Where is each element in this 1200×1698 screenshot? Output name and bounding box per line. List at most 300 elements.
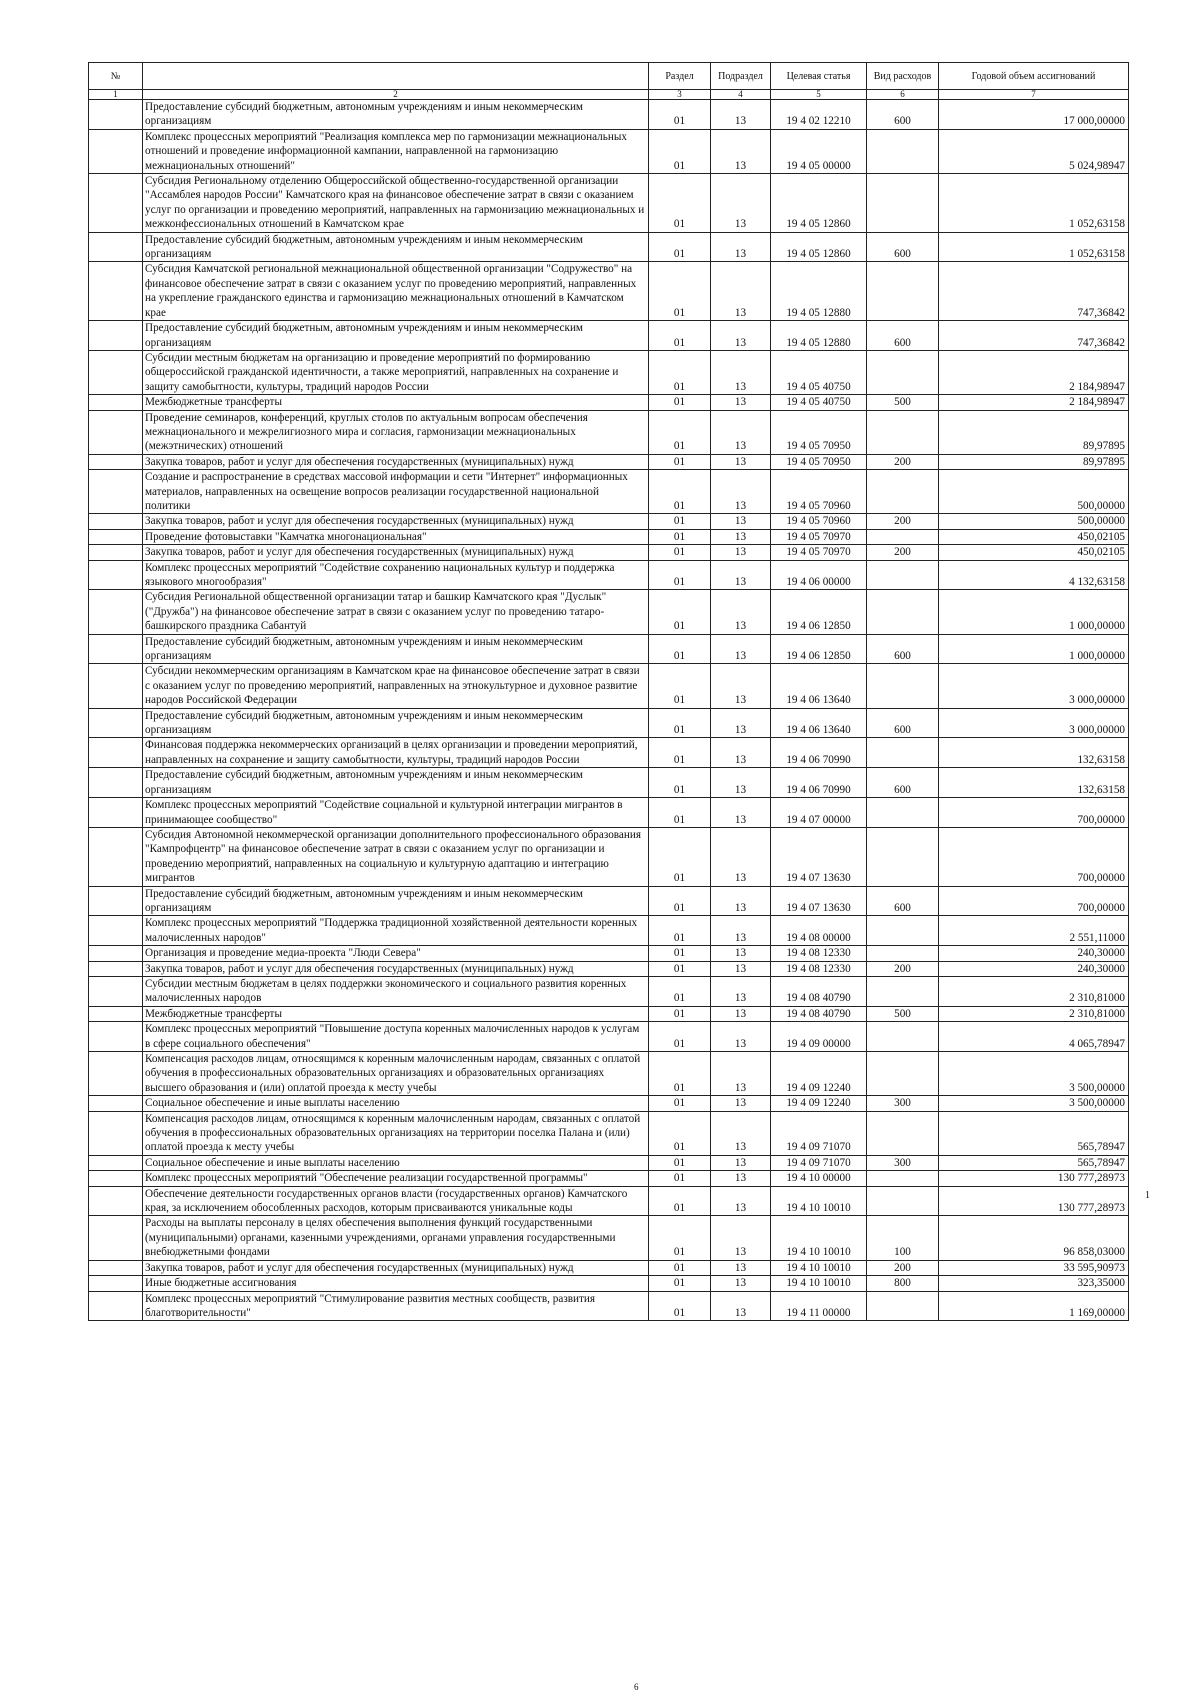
row-amount: 747,36842: [939, 321, 1129, 351]
row-razdel: 01: [649, 1006, 711, 1021]
header-expense-type: Вид расходов: [867, 63, 939, 90]
row-razdel: 01: [649, 129, 711, 173]
header-row: [89, 63, 1129, 90]
row-number-cell: [89, 976, 143, 1006]
table-row: [89, 262, 1129, 321]
row-number-cell: [89, 946, 143, 961]
row-podrazdel: 13: [711, 1291, 771, 1321]
row-number-cell: [89, 232, 143, 262]
row-target-article: 19 4 06 70990: [771, 738, 867, 768]
row-expense-type: 200: [867, 1260, 939, 1275]
row-podrazdel: 13: [711, 410, 771, 454]
row-amount: 323,35000: [939, 1276, 1129, 1291]
row-description: Предоставление субсидий бюджетным, автономным учреждениям и иным некоммерческим организациям: [143, 232, 649, 262]
row-amount: 500,00000: [939, 514, 1129, 529]
row-expense-type: 300: [867, 1155, 939, 1170]
row-number-cell: [89, 1186, 143, 1216]
row-amount: 17 000,00000: [939, 100, 1129, 130]
row-target-article: 19 4 08 00000: [771, 916, 867, 946]
table-row: [89, 232, 1129, 262]
row-razdel: 01: [649, 350, 711, 394]
row-razdel: 01: [649, 545, 711, 560]
row-expense-type: [867, 129, 939, 173]
row-description: Комплекс процессных мероприятий "Содействие социальной и культурной интеграции мигрантов в принимающее сообщество": [143, 798, 649, 828]
row-amount: 1 000,00000: [939, 634, 1129, 664]
header-razdel: Раздел: [649, 63, 711, 90]
row-podrazdel: 13: [711, 350, 771, 394]
row-razdel: 01: [649, 470, 711, 514]
row-expense-type: 300: [867, 1096, 939, 1111]
table-row: [89, 768, 1129, 798]
row-razdel: 01: [649, 961, 711, 976]
row-target-article: 19 4 06 12850: [771, 634, 867, 664]
row-number-cell: [89, 916, 143, 946]
row-amount: 700,00000: [939, 886, 1129, 916]
row-podrazdel: 13: [711, 1006, 771, 1021]
row-description: Проведение фотовыставки "Камчатка многонациональная": [143, 529, 649, 544]
row-amount: 1 169,00000: [939, 1291, 1129, 1321]
row-podrazdel: 13: [711, 1111, 771, 1155]
row-description: Комплекс процессных мероприятий "Повышение доступа коренных малочисленных народов к услугам в сфере социального обеспечения": [143, 1022, 649, 1052]
row-target-article: 19 4 09 12240: [771, 1052, 867, 1096]
table-row: [89, 454, 1129, 469]
row-expense-type: 800: [867, 1276, 939, 1291]
table-row: [89, 1291, 1129, 1321]
row-description: Комплекс процессных мероприятий "Реализация комплекса мер по гармонизации межнациональных отношений и проведение информационной кампании, направленной на гармонизацию межнациональных отношений": [143, 129, 649, 173]
row-expense-type: [867, 350, 939, 394]
row-target-article: 19 4 10 10010: [771, 1260, 867, 1275]
row-podrazdel: 13: [711, 560, 771, 590]
row-number-cell: [89, 410, 143, 454]
row-number-cell: [89, 664, 143, 708]
table-row: [89, 946, 1129, 961]
row-expense-type: [867, 1022, 939, 1052]
table-row: [89, 1260, 1129, 1275]
row-description: Компенсация расходов лицам, относящимся к коренным малочисленным народам, связанных с оплатой обучения в профессиональных образовательных организациях на территории поселка Палана и (или) оплатой проезда к месту учебы: [143, 1111, 649, 1155]
row-podrazdel: 13: [711, 545, 771, 560]
row-expense-type: [867, 174, 939, 233]
row-razdel: 01: [649, 664, 711, 708]
col-number: 6: [867, 90, 939, 100]
row-podrazdel: 13: [711, 174, 771, 233]
row-amount: 89,97895: [939, 410, 1129, 454]
row-target-article: 19 4 05 12860: [771, 232, 867, 262]
row-razdel: 01: [649, 976, 711, 1006]
row-description: Комплекс процессных мероприятий "Обеспечение реализации государственной программы": [143, 1171, 649, 1186]
table-row: [89, 1186, 1129, 1216]
row-podrazdel: 13: [711, 100, 771, 130]
header-podrazdel: Подраздел: [711, 63, 771, 90]
row-description: Субсидии некоммерческим организациям в Камчатском крае на финансовое обеспечение затрат в связи с оказанием услуг по проведению мероприятий, направленных на этнокультурное и духовное развитие народов Российской Федерации: [143, 664, 649, 708]
row-podrazdel: 13: [711, 1186, 771, 1216]
row-podrazdel: 13: [711, 961, 771, 976]
table-row: [89, 738, 1129, 768]
row-number-cell: [89, 1155, 143, 1170]
row-description: Комплекс процессных мероприятий "Поддержка традиционной хозяйственной деятельности коренных малочисленных народов": [143, 916, 649, 946]
row-amount: 565,78947: [939, 1155, 1129, 1170]
row-target-article: 19 4 10 10010: [771, 1216, 867, 1260]
header-name: [143, 63, 649, 90]
row-expense-type: 600: [867, 886, 939, 916]
row-podrazdel: 13: [711, 768, 771, 798]
row-amount: 96 858,03000: [939, 1216, 1129, 1260]
row-expense-type: 600: [867, 321, 939, 351]
row-razdel: 01: [649, 321, 711, 351]
row-amount: 3 500,00000: [939, 1096, 1129, 1111]
row-amount: 130 777,28973: [939, 1186, 1129, 1216]
row-amount: 565,78947: [939, 1111, 1129, 1155]
row-number-cell: [89, 634, 143, 664]
row-number-cell: [89, 1216, 143, 1260]
row-podrazdel: 13: [711, 1022, 771, 1052]
row-razdel: 01: [649, 827, 711, 886]
row-target-article: 19 4 07 00000: [771, 798, 867, 828]
row-description: Комплекс процессных мероприятий "Содействие сохранению национальных культур и поддержка языкового многообразия": [143, 560, 649, 590]
row-expense-type: 500: [867, 395, 939, 410]
row-number-cell: [89, 708, 143, 738]
row-amount: 1 052,63158: [939, 232, 1129, 262]
row-amount: 2 310,81000: [939, 1006, 1129, 1021]
table-row: [89, 976, 1129, 1006]
row-razdel: 01: [649, 100, 711, 130]
row-description: Социальное обеспечение и иные выплаты населению: [143, 1155, 649, 1170]
row-podrazdel: 13: [711, 529, 771, 544]
table-row: [89, 410, 1129, 454]
row-amount: 2 184,98947: [939, 350, 1129, 394]
table-row: [89, 664, 1129, 708]
row-podrazdel: 13: [711, 798, 771, 828]
row-expense-type: 200: [867, 454, 939, 469]
row-amount: 132,63158: [939, 768, 1129, 798]
budget-sheet: [88, 62, 1128, 1321]
row-target-article: 19 4 10 10010: [771, 1186, 867, 1216]
row-razdel: 01: [649, 708, 711, 738]
margin-mark: 1: [1145, 1190, 1150, 1201]
table-row: [89, 1022, 1129, 1052]
table-row: [89, 1216, 1129, 1260]
row-razdel: 01: [649, 1291, 711, 1321]
row-amount: 5 024,98947: [939, 129, 1129, 173]
row-description: Закупка товаров, работ и услуг для обеспечения государственных (муниципальных) нужд: [143, 1260, 649, 1275]
row-description: Создание и распространение в средствах массовой информации и сети "Интернет" информационных материалов, направленных на освещение вопросов реализации государственной национальной политики: [143, 470, 649, 514]
row-number-cell: [89, 100, 143, 130]
row-target-article: 19 4 06 13640: [771, 664, 867, 708]
row-razdel: 01: [649, 916, 711, 946]
row-amount: 240,30000: [939, 946, 1129, 961]
row-podrazdel: 13: [711, 1216, 771, 1260]
row-description: Организация и проведение медиа-проекта "Люди Севера": [143, 946, 649, 961]
row-podrazdel: 13: [711, 395, 771, 410]
row-expense-type: [867, 1291, 939, 1321]
row-razdel: 01: [649, 798, 711, 828]
table-row: [89, 129, 1129, 173]
table-row: [89, 634, 1129, 664]
row-podrazdel: 13: [711, 886, 771, 916]
row-target-article: 19 4 09 12240: [771, 1096, 867, 1111]
table-row: [89, 708, 1129, 738]
row-description: Субсидии местным бюджетам в целях поддержки экономического и социального развития коренных малочисленных народов: [143, 976, 649, 1006]
row-expense-type: [867, 798, 939, 828]
row-amount: 450,02105: [939, 529, 1129, 544]
row-amount: 4 132,63158: [939, 560, 1129, 590]
row-description: Закупка товаров, работ и услуг для обеспечения государственных (муниципальных) нужд: [143, 454, 649, 469]
row-target-article: 19 4 05 70950: [771, 410, 867, 454]
row-description: Предоставление субсидий бюджетным, автономным учреждениям и иным некоммерческим организациям: [143, 100, 649, 130]
row-target-article: 19 4 07 13630: [771, 827, 867, 886]
row-description: Субсидия Региональной общественной организации татар и башкир Камчатского края "Дуслык" ("Дружба") на финансовое обеспечение затрат в связи с оказанием услуг по проведению татаро-башкирского праздника Сабантуй: [143, 590, 649, 634]
row-description: Иные бюджетные ассигнования: [143, 1276, 649, 1291]
row-expense-type: [867, 590, 939, 634]
row-target-article: 19 4 06 13640: [771, 708, 867, 738]
row-expense-type: [867, 529, 939, 544]
row-podrazdel: 13: [711, 634, 771, 664]
table-row: [89, 886, 1129, 916]
row-podrazdel: 13: [711, 916, 771, 946]
table-row: [89, 827, 1129, 886]
row-razdel: 01: [649, 1096, 711, 1111]
row-razdel: 01: [649, 886, 711, 916]
row-target-article: 19 4 06 12850: [771, 590, 867, 634]
row-expense-type: [867, 738, 939, 768]
row-expense-type: 600: [867, 100, 939, 130]
row-number-cell: [89, 886, 143, 916]
row-description: Закупка товаров, работ и услуг для обеспечения государственных (муниципальных) нужд: [143, 961, 649, 976]
row-podrazdel: 13: [711, 1260, 771, 1275]
row-razdel: 01: [649, 1260, 711, 1275]
row-expense-type: [867, 946, 939, 961]
row-podrazdel: 13: [711, 321, 771, 351]
table-row: [89, 529, 1129, 544]
table-row: [89, 174, 1129, 233]
row-amount: 700,00000: [939, 827, 1129, 886]
row-podrazdel: 13: [711, 946, 771, 961]
column-number-row: [89, 90, 1129, 100]
row-expense-type: 600: [867, 634, 939, 664]
row-number-cell: [89, 470, 143, 514]
row-expense-type: [867, 262, 939, 321]
row-amount: 2 551,11000: [939, 916, 1129, 946]
row-target-article: 19 4 09 00000: [771, 1022, 867, 1052]
table-row: [89, 590, 1129, 634]
row-razdel: 01: [649, 174, 711, 233]
row-razdel: 01: [649, 1186, 711, 1216]
table-body: [89, 100, 1129, 1321]
row-number-cell: [89, 395, 143, 410]
row-podrazdel: 13: [711, 1096, 771, 1111]
row-amount: 700,00000: [939, 798, 1129, 828]
row-target-article: 19 4 05 12880: [771, 262, 867, 321]
row-expense-type: [867, 916, 939, 946]
row-expense-type: 600: [867, 708, 939, 738]
row-podrazdel: 13: [711, 708, 771, 738]
row-target-article: 19 4 05 70970: [771, 545, 867, 560]
row-podrazdel: 13: [711, 1171, 771, 1186]
col-number: 5: [771, 90, 867, 100]
row-number-cell: [89, 1096, 143, 1111]
row-description: Субсидии местным бюджетам на организацию и проведение мероприятий по формированию общероссийской гражданской идентичности, а также мероприятий, направленных на сохранение и защиту самобытности, культуры, традиций народов России: [143, 350, 649, 394]
row-razdel: 01: [649, 1171, 711, 1186]
row-razdel: 01: [649, 395, 711, 410]
row-podrazdel: 13: [711, 1052, 771, 1096]
row-target-article: 19 4 08 12330: [771, 946, 867, 961]
row-expense-type: [867, 1111, 939, 1155]
row-description: Предоставление субсидий бюджетным, автономным учреждениям и иным некоммерческим организациям: [143, 634, 649, 664]
table-row: [89, 100, 1129, 130]
row-number-cell: [89, 1052, 143, 1096]
row-description: Предоставление субсидий бюджетным, автономным учреждениям и иным некоммерческим организациям: [143, 321, 649, 351]
row-description: Закупка товаров, работ и услуг для обеспечения государственных (муниципальных) нужд: [143, 545, 649, 560]
table-row: [89, 961, 1129, 976]
table-row: [89, 470, 1129, 514]
row-razdel: 01: [649, 946, 711, 961]
row-number-cell: [89, 174, 143, 233]
row-target-article: 19 4 08 40790: [771, 1006, 867, 1021]
row-number-cell: [89, 560, 143, 590]
row-target-article: 19 4 07 13630: [771, 886, 867, 916]
row-number-cell: [89, 1291, 143, 1321]
row-razdel: 01: [649, 1216, 711, 1260]
row-expense-type: 200: [867, 514, 939, 529]
row-description: Закупка товаров, работ и услуг для обеспечения государственных (муниципальных) нужд: [143, 514, 649, 529]
row-target-article: 19 4 05 12880: [771, 321, 867, 351]
row-razdel: 01: [649, 738, 711, 768]
row-number-cell: [89, 798, 143, 828]
row-target-article: 19 4 05 70960: [771, 470, 867, 514]
row-description: Обеспечение деятельности государственных органов власти (государственных органов) Камчатского края, за исключением обособленных расходов, которым присваиваются уникальные коды: [143, 1186, 649, 1216]
row-podrazdel: 13: [711, 232, 771, 262]
row-expense-type: 200: [867, 545, 939, 560]
row-razdel: 01: [649, 232, 711, 262]
row-number-cell: [89, 321, 143, 351]
row-razdel: 01: [649, 560, 711, 590]
row-number-cell: [89, 1006, 143, 1021]
row-target-article: 19 4 05 70970: [771, 529, 867, 544]
row-amount: 2 184,98947: [939, 395, 1129, 410]
page-number: 6: [634, 1682, 639, 1692]
row-target-article: 19 4 05 12860: [771, 174, 867, 233]
row-target-article: 19 4 05 40750: [771, 350, 867, 394]
table-row: [89, 1111, 1129, 1155]
table-row: [89, 1006, 1129, 1021]
row-podrazdel: 13: [711, 454, 771, 469]
row-description: Расходы на выплаты персоналу в целях обеспечения выполнения функций государственными (муниципальными) органами, казенными учреждениями, органами управления государственными внебюджетными фондами: [143, 1216, 649, 1260]
table-row: [89, 514, 1129, 529]
row-amount: 3 000,00000: [939, 664, 1129, 708]
row-podrazdel: 13: [711, 664, 771, 708]
row-razdel: 01: [649, 1155, 711, 1170]
row-expense-type: 600: [867, 768, 939, 798]
row-razdel: 01: [649, 410, 711, 454]
row-amount: 500,00000: [939, 470, 1129, 514]
row-target-article: 19 4 08 40790: [771, 976, 867, 1006]
row-podrazdel: 13: [711, 827, 771, 886]
row-razdel: 01: [649, 262, 711, 321]
row-expense-type: [867, 1052, 939, 1096]
row-description: Компенсация расходов лицам, относящимся к коренным малочисленным народам, связанных с оплатой обучения в профессиональных образовательных организациях и образовательных организациях высшего образования и (или) оплатой проезда к месту учебы: [143, 1052, 649, 1096]
row-target-article: 19 4 02 12210: [771, 100, 867, 130]
row-amount: 89,97895: [939, 454, 1129, 469]
row-amount: 4 065,78947: [939, 1022, 1129, 1052]
row-razdel: 01: [649, 1276, 711, 1291]
row-razdel: 01: [649, 768, 711, 798]
row-number-cell: [89, 738, 143, 768]
row-podrazdel: 13: [711, 262, 771, 321]
row-description: Предоставление субсидий бюджетным, автономным учреждениям и иным некоммерческим организациям: [143, 708, 649, 738]
col-number: 1: [89, 90, 143, 100]
row-description: Предоставление субсидий бюджетным, автономным учреждениям и иным некоммерческим организациям: [143, 768, 649, 798]
row-amount: 1 052,63158: [939, 174, 1129, 233]
row-target-article: 19 4 08 12330: [771, 961, 867, 976]
row-razdel: 01: [649, 634, 711, 664]
row-description: Финансовая поддержка некоммерческих организаций в целях организации и проведении мероприятий, направленных на сохранение и защиту самобытности, культуры, традиций народов России: [143, 738, 649, 768]
row-expense-type: [867, 470, 939, 514]
table-row: [89, 350, 1129, 394]
row-target-article: 19 4 10 10010: [771, 1276, 867, 1291]
row-podrazdel: 13: [711, 470, 771, 514]
row-amount: 3 500,00000: [939, 1052, 1129, 1096]
row-description: Предоставление субсидий бюджетным, автономным учреждениям и иным некоммерческим организациям: [143, 886, 649, 916]
header-annual-amount: Годовой объем ассигнований: [939, 63, 1129, 90]
table-row: [89, 1052, 1129, 1096]
row-amount: 33 595,90973: [939, 1260, 1129, 1275]
row-number-cell: [89, 1111, 143, 1155]
row-podrazdel: 13: [711, 590, 771, 634]
row-number-cell: [89, 129, 143, 173]
row-number-cell: [89, 262, 143, 321]
row-expense-type: 100: [867, 1216, 939, 1260]
row-number-cell: [89, 514, 143, 529]
row-target-article: 19 4 05 40750: [771, 395, 867, 410]
row-number-cell: [89, 1260, 143, 1275]
row-number-cell: [89, 827, 143, 886]
row-number-cell: [89, 590, 143, 634]
row-target-article: 19 4 10 00000: [771, 1171, 867, 1186]
row-expense-type: 200: [867, 961, 939, 976]
row-podrazdel: 13: [711, 976, 771, 1006]
row-podrazdel: 13: [711, 129, 771, 173]
row-target-article: 19 4 05 70960: [771, 514, 867, 529]
col-number: 7: [939, 90, 1129, 100]
row-description: Субсидия Камчатской региональной межнациональной общественной организации "Содружество" на финансовое обеспечение затрат в связи с оказанием услуг по проведению мероприятий, направленных на укрепление гражданского единства и гармонизацию межнациональных отношений в Камчатском крае: [143, 262, 649, 321]
row-description: Межбюджетные трансферты: [143, 1006, 649, 1021]
row-target-article: 19 4 05 00000: [771, 129, 867, 173]
row-amount: 130 777,28973: [939, 1171, 1129, 1186]
table-row: [89, 395, 1129, 410]
header-target-article: Целевая статья: [771, 63, 867, 90]
row-number-cell: [89, 454, 143, 469]
row-amount: 132,63158: [939, 738, 1129, 768]
row-target-article: 19 4 09 71070: [771, 1155, 867, 1170]
row-target-article: 19 4 06 70990: [771, 768, 867, 798]
row-description: Субсидия Региональному отделению Общероссийской общественно-государственной организации "Ассамблея народов России" Камчатского края на финансовое обеспечение затрат в связи с оказанием услуг по организации и проведению мероприятий, направленных на гармонизацию межнациональных и межконфессиональных отношений в Камчатском крае: [143, 174, 649, 233]
row-number-cell: [89, 545, 143, 560]
table-row: [89, 321, 1129, 351]
table-row: [89, 1096, 1129, 1111]
row-amount: 747,36842: [939, 262, 1129, 321]
table-row: [89, 1155, 1129, 1170]
row-description: Комплекс процессных мероприятий "Стимулирование развития местных сообществ, развития благотворительности": [143, 1291, 649, 1321]
row-razdel: 01: [649, 590, 711, 634]
row-description: Социальное обеспечение и иные выплаты населению: [143, 1096, 649, 1111]
table-row: [89, 545, 1129, 560]
row-amount: 1 000,00000: [939, 590, 1129, 634]
row-expense-type: [867, 560, 939, 590]
row-amount: 240,30000: [939, 961, 1129, 976]
row-expense-type: [867, 827, 939, 886]
row-number-cell: [89, 1022, 143, 1052]
row-razdel: 01: [649, 529, 711, 544]
row-number-cell: [89, 1171, 143, 1186]
